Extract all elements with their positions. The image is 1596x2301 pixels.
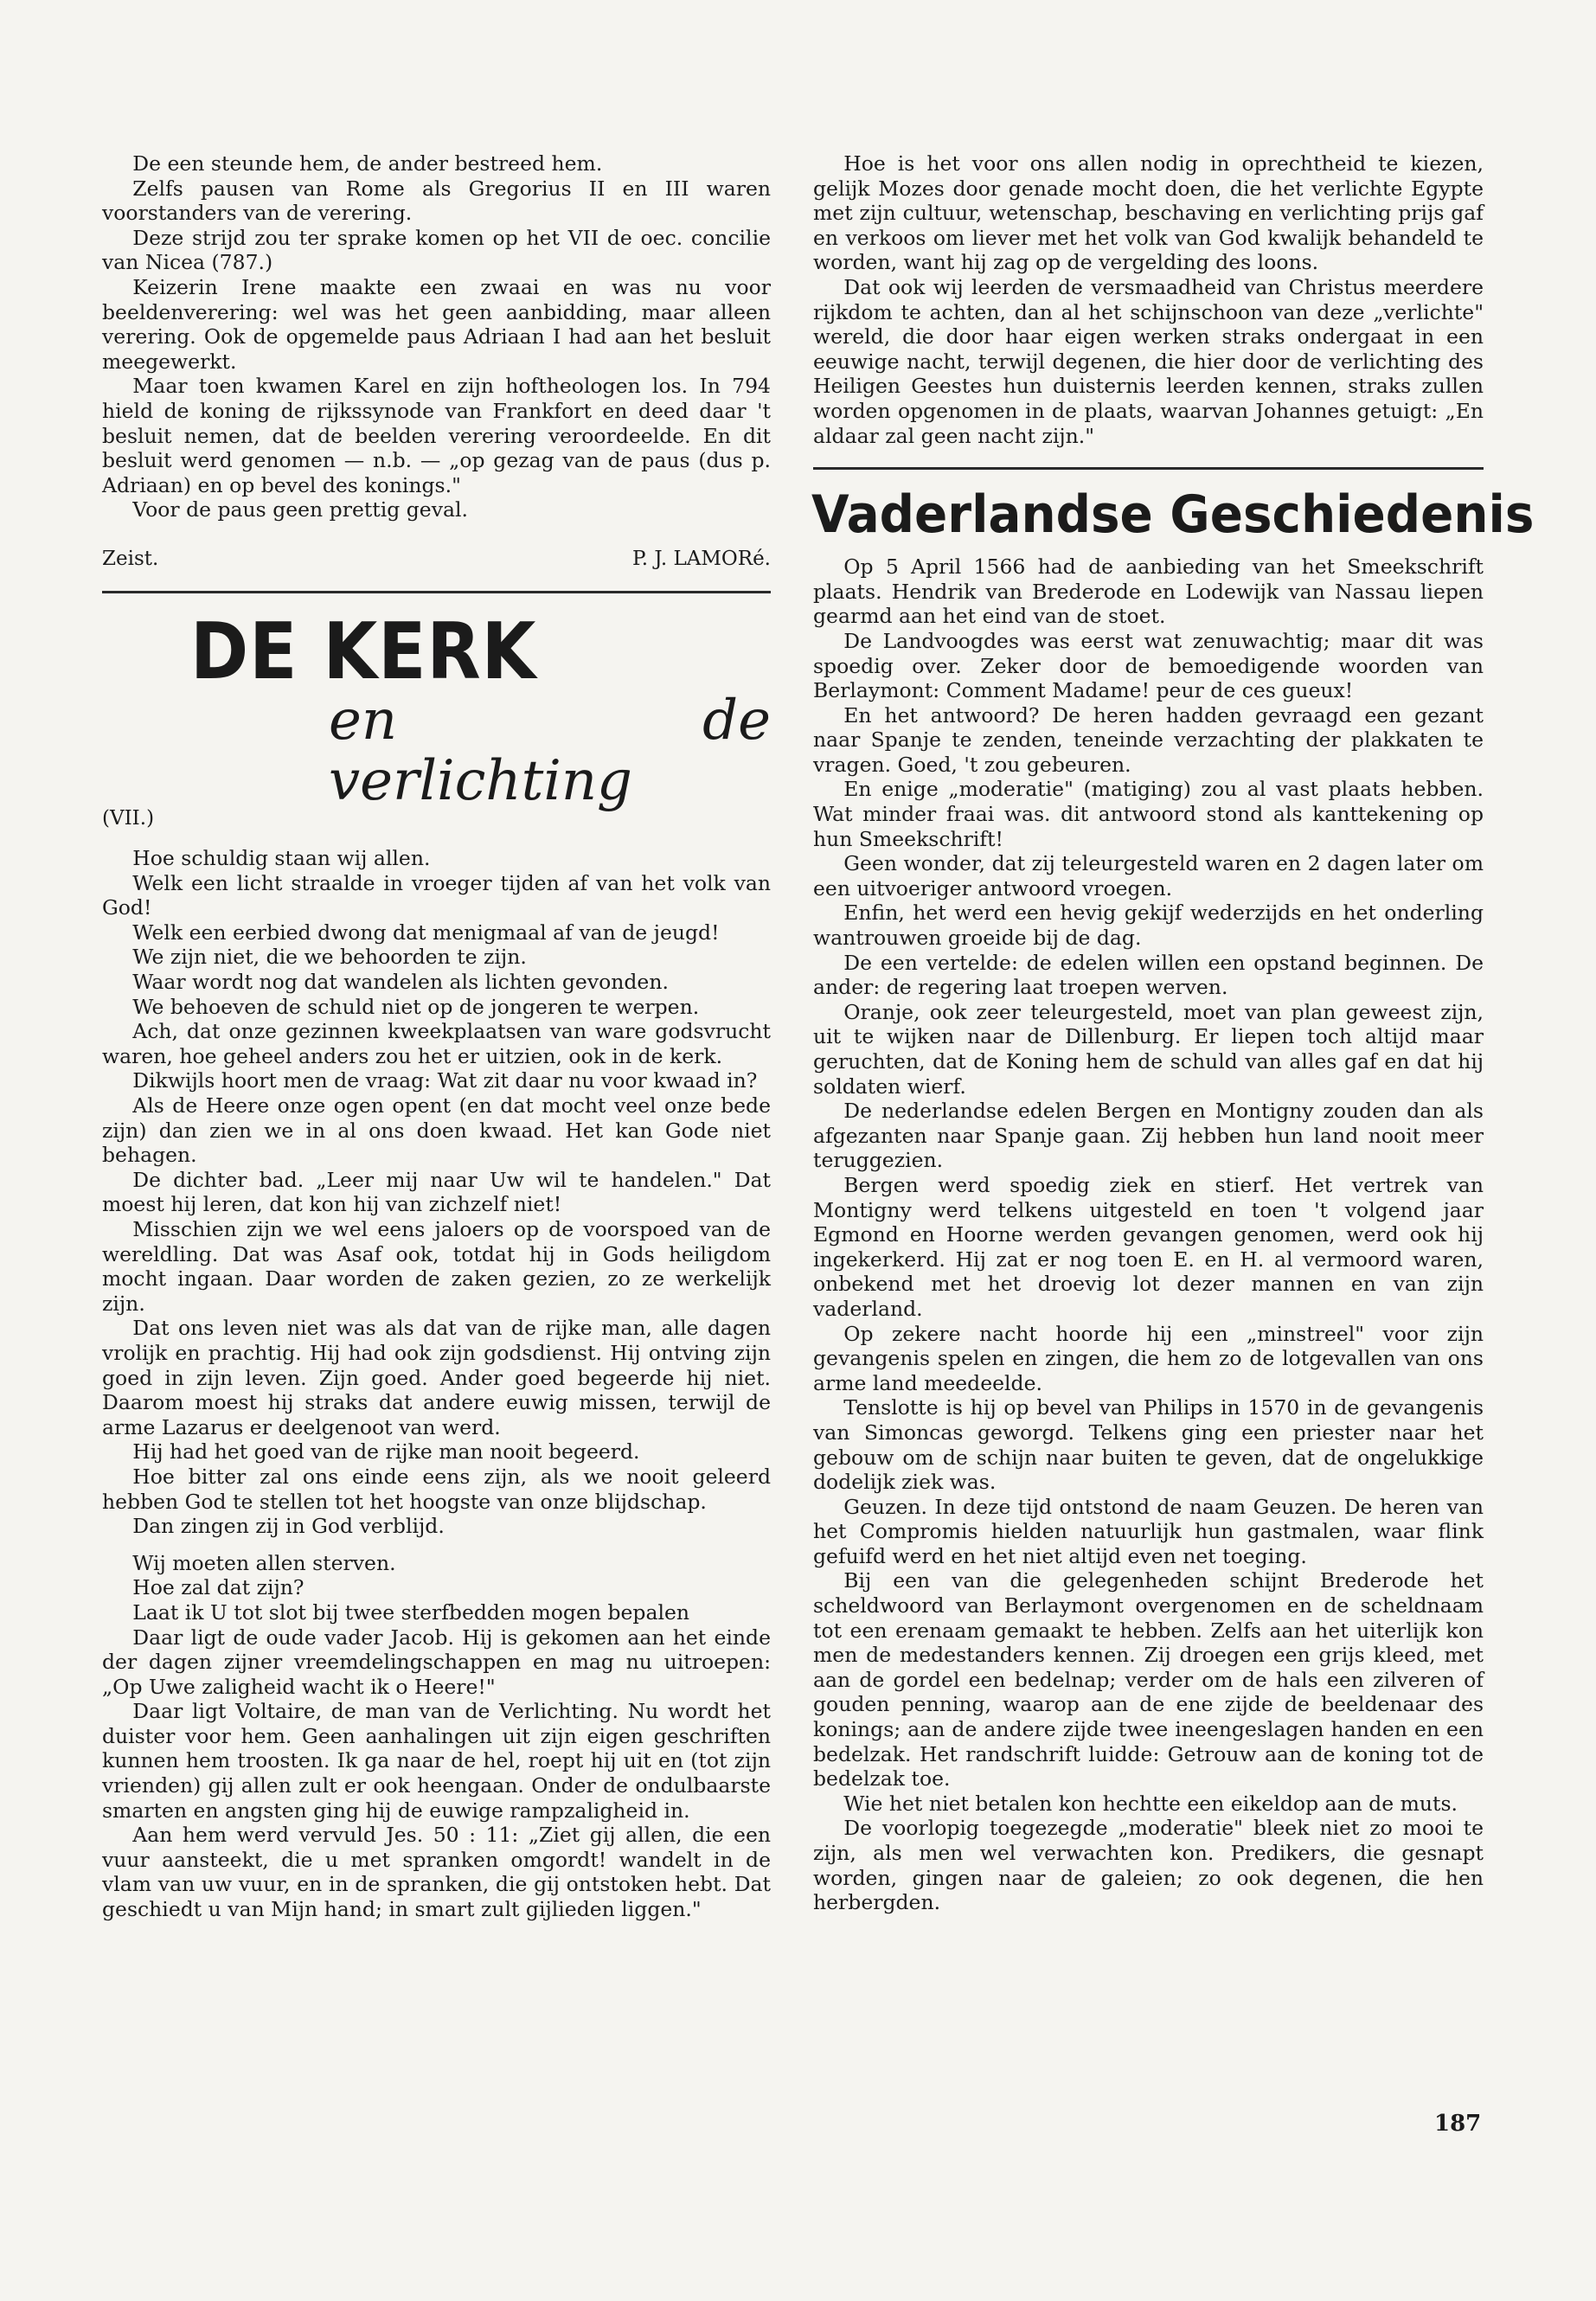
paragraph: Welk een licht straalde in vroeger tijden af van het volk van God! [102, 870, 771, 920]
paragraph: Op zekere nacht hoorde hij een „minstreel" voor zijn gevangenis spelen en zingen, die hem zo de lotgevallen van ons arme land meedeelde. [813, 1321, 1484, 1395]
paragraph: Deze strijd zou ter sprake komen op het VII de oec. concilie van Nicea (787.) [102, 225, 771, 275]
series-number: (VII.) [102, 806, 155, 830]
paragraph: En het antwoord? De heren hadden gevraagd een gezant naar Spanje te zenden, teneinde verzachting der plakkaten te vragen. Goed, 't zou gebeuren. [813, 702, 1484, 777]
paragraph: Daar ligt de oude vader Jacob. Hij is gekomen aan het einde der dagen zijner vreemdelingschappen en mag nu uitroepen: „Op Uwe zaligheid wacht ik o Heere!" [102, 1625, 771, 1699]
left-column [102, 151, 771, 1922]
section-divider [102, 591, 771, 593]
paragraph: Dat ook wij leerden de versmaadheid van Christus meerdere rijkdom te achten, dan al het schijnschoon van deze „verlichte" wereld, die door haar eigen werken straks ondergaat in een eeuwige nacht, terwijl degenen, die hier door de verlichting des Heiligen Geestes hun duisternis leerden kennen, straks zullen worden opgenomen in de plaats, waarvan Johannes getuigt: „En aldaar zal geen nacht zijn." [813, 274, 1484, 448]
paragraph: Keizerin Irene maakte een zwaai en was nu voor beeldenverering: wel was het geen aanbidding, maar alleen verering. Ook de opgemelde paus Adriaan I had aan het besluit meegewerkt. [102, 274, 771, 374]
paragraph: Welk een eerbied dwong dat menigmaal af van de jeugd! [132, 920, 720, 945]
paragraph: Wie het niet betalen kon hechtte een eikeldop aan de muts. [843, 1791, 1458, 1816]
paragraph: Waar wordt nog dat wandelen als lichten gevonden. [132, 970, 669, 995]
right-intro-text [813, 151, 1484, 448]
paragraph: Als de Heere onze ogen opent (en dat mocht veel onze bede zijn) dan zien we in al ons doen kwaad. Het kan Gode niet behagen. [102, 1093, 771, 1168]
signature-place: Zeist. [102, 547, 159, 570]
paragraph: Zelfs pausen van Rome als Gregorius II en III waren voorstanders van de verering. [102, 176, 771, 226]
paragraph: Hoe bitter zal ons einde eens zijn, als we nooit geleerd hebben God te stellen tot het hoogste van onze blijdschap. [102, 1464, 771, 1514]
article-title: DE KERK [190, 606, 537, 697]
paragraph: We behoeven de schuld niet op de jongeren te werpen. [132, 994, 700, 1019]
paragraph: Voor de paus geen prettig geval. [132, 497, 468, 522]
paragraph: Misschien zijn we wel eens jaloers op de voorspoed van de wereldling. Dat was Asaf ook, totdat hij in Gods heiligdom mocht ingaan. Daar worden de zaken gezien, zo ze werkelijk zijn. [102, 1217, 771, 1316]
paragraph: De voorlopig toegezegde „moderatie" bleek niet zo mooi te zijn, als men wel verwachten kon. Predikers, die gesnapt worden, gingen naar de galeien; zo ook degenen, die hen herbergden. [813, 1816, 1484, 1915]
paragraph: We zijn niet, die we behoorden te zijn. [132, 945, 527, 970]
paragraph: Hoe zal dat zijn? [132, 1575, 304, 1600]
signature-line [102, 547, 771, 572]
paragraph: Hoe schuldig staan wij allen. [132, 846, 431, 871]
paragraph: Geuzen. In deze tijd ontstond de naam Geuzen. De heren van het Compromis hielden natuurlijk hun gastmalen, waar flink gefuifd werd en het niet altijd even net toeging. [813, 1494, 1484, 1568]
paragraph: Hoe is het voor ons allen nodig in oprechtheid te kiezen, gelijk Mozes door genade mocht doen, die het verlichte Egypte met zijn cultuur, wetenschap, beschaving en verlichting prijs gaf en verkoos om liever met het volk van God kwalijk behandeld te worden, want hij zag op de vergelding des loons. [813, 151, 1484, 275]
paragraph: Hij had het goed van de rijke man nooit begeerd. [132, 1439, 640, 1465]
page-number: 187 [1434, 2111, 1482, 2137]
paragraph: En enige „moderatie" (matiging) zou al vast plaats hebben. Wat minder fraai was. dit antwoord stond als kanttekening op hun Smeekschrift! [813, 777, 1484, 851]
article-body [813, 554, 1484, 1915]
paragraph: De Landvoogdes was eerst wat zenuwachtig; maar dit was spoedig over. Zeker door de bemoedigende woorden van Berlaymont: Comment Madame! peur de ces gueux! [813, 628, 1484, 703]
section-divider [813, 467, 1484, 470]
paragraph: Wij moeten allen sterven. [132, 1550, 396, 1575]
article-title: Vaderlandse Geschiedenis [811, 484, 1535, 546]
paragraph: Ach, dat onze gezinnen kweekplaatsen van ware godsvrucht waren, hoe geheel anders zou het er uitzien, ook in de kerk. [102, 1019, 771, 1068]
paragraph: Daar ligt Voltaire, de man van de Verlichting. Nu wordt het duister voor hem. Geen aanhalingen uit zijn eigen geschriften kunnen hem troosten. Ik ga naar de hel, roept hij uit en (tot zijn vrienden) gij allen zult er ook heengaan. Onder de ondulbaarste smarten en angsten ging hij de euwige rampzaligheid in. [102, 1699, 771, 1823]
paragraph: Tenslotte is hij op bevel van Philips in 1570 in de gevangenis van Simoncas geworgd. Telkens ging een priester naar het gebouw om de schijn naar buiten te geven, dat de ongelukkige dodelijk ziek was. [813, 1395, 1484, 1495]
paragraph: Dan zingen zij in God verblijd. [132, 1514, 445, 1539]
right-column [811, 151, 1535, 1915]
paragraph: Bergen werd spoedig ziek en stierf. Het vertrek van Montigny werd telkens uitgesteld en toen 't volgend jaar Egmond en Hoorne werden gevangen genomen, werd ook hij ingekerkerd. Hij zat er nog toen E. en H. al vermoord waren, onbekend met het droevig lot dezer mannen en van zijn vaderland. [813, 1172, 1484, 1321]
paragraph: De dichter bad. „Leer mij naar Uw wil te handelen." Dat moest hij leren, dat kon hij van zichzelf niet! [102, 1167, 771, 1217]
article-body [102, 846, 771, 1922]
paragraph: Dikwijls hoort men de vraag: Wat zit daar nu voor kwaad in? [132, 1068, 758, 1093]
paragraph: Dat ons leven niet was als dat van de rijke man, alle dagen vrolijk en prachtig. Hij had ook zijn godsdienst. Hij ontving zijn goed in zijn leven. Zijn goed. Ander goed begeerde hij niet. Daarom moest hij straks dat andere euwig missen, terwijl de arme Lazarus er deelgenoot van werd. [102, 1316, 771, 1439]
left-intro-text [102, 151, 771, 522]
article-subtitle: en de verlichting [329, 688, 771, 813]
paragraph: Maar toen kwamen Karel en zijn hoftheologen los. In 794 hield de koning de rijkssynode van Frankfort en deed daar 't besluit nemen, dat de beelden verering veroordeelde. En dit besluit werd genomen — n.b. — „op gezag van de paus (dus p. Adriaan) en op bevel des konings." [102, 374, 771, 497]
paragraph: Laat ik U tot slot bij twee sterfbedden mogen bepalen [132, 1599, 690, 1625]
paragraph: De een vertelde: de edelen willen een opstand beginnen. De ander: de regering laat troepen werven. [813, 950, 1484, 1000]
paragraph: De nederlandse edelen Bergen en Montigny zouden dan als afgezanten naar Spanje gaan. Zij hebben hun land nooit meer teruggezien. [813, 1099, 1484, 1173]
paragraph: Op 5 April 1566 had de aanbieding van het Smeekschrift plaats. Hendrik van Brederode en Lodewijk van Nassau liepen gearmd aan het eind van de stoet. [813, 554, 1484, 629]
paragraph: Aan hem werd vervuld Jes. 50 : 11: „Ziet gij allen, die een vuur aansteekt, die u met spranken omgordt! wandelt in de vlam van uw vuur, en in de spranken, die gij ontstoken hebt. Dat geschiedt u van Mijn hand; in smart zult gijlieden liggen." [102, 1823, 771, 1922]
paragraph: Oranje, ook zeer teleurgesteld, moet van plan geweest zijn, uit te wijken naar de Dillenburg. Er liepen toch altijd maar geruchten, dat de Koning hem de schuld van alles gaf en dat hij soldaten wierf. [813, 999, 1484, 1099]
signature-author: P. J. LAMORé. [631, 547, 771, 570]
paragraph: Enfin, het werd een hevig gekijf wederzijds en het onderling wantrouwen groeide bij de dag. [813, 901, 1484, 951]
paragraph: Bij een van die gelegenheden schijnt Brederode het scheldwoord van Berlaymont overgenomen en de scheldnaam tot een erenaam gemaakt te hebben. Zelfs aan het uiterlijk kon men de medestanders kennen. Zij droegen een grijs kleed, met aan de gordel een bedelnap; verder om de hals een zilveren of gouden penning, waarop aan de ene zijde de beeldenaar des konings; aan de andere zijde twee ineengeslagen handen en een bedelzak. Het randschrift luidde: Getrouw aan de koning tot de bedelzak toe. [813, 1568, 1484, 1791]
paragraph: Geen wonder, dat zij teleurgesteld waren en 2 dagen later om een uitvoeriger antwoord vroegen. [813, 851, 1484, 901]
paragraph: De een steunde hem, de ander bestreed hem. [132, 151, 603, 176]
